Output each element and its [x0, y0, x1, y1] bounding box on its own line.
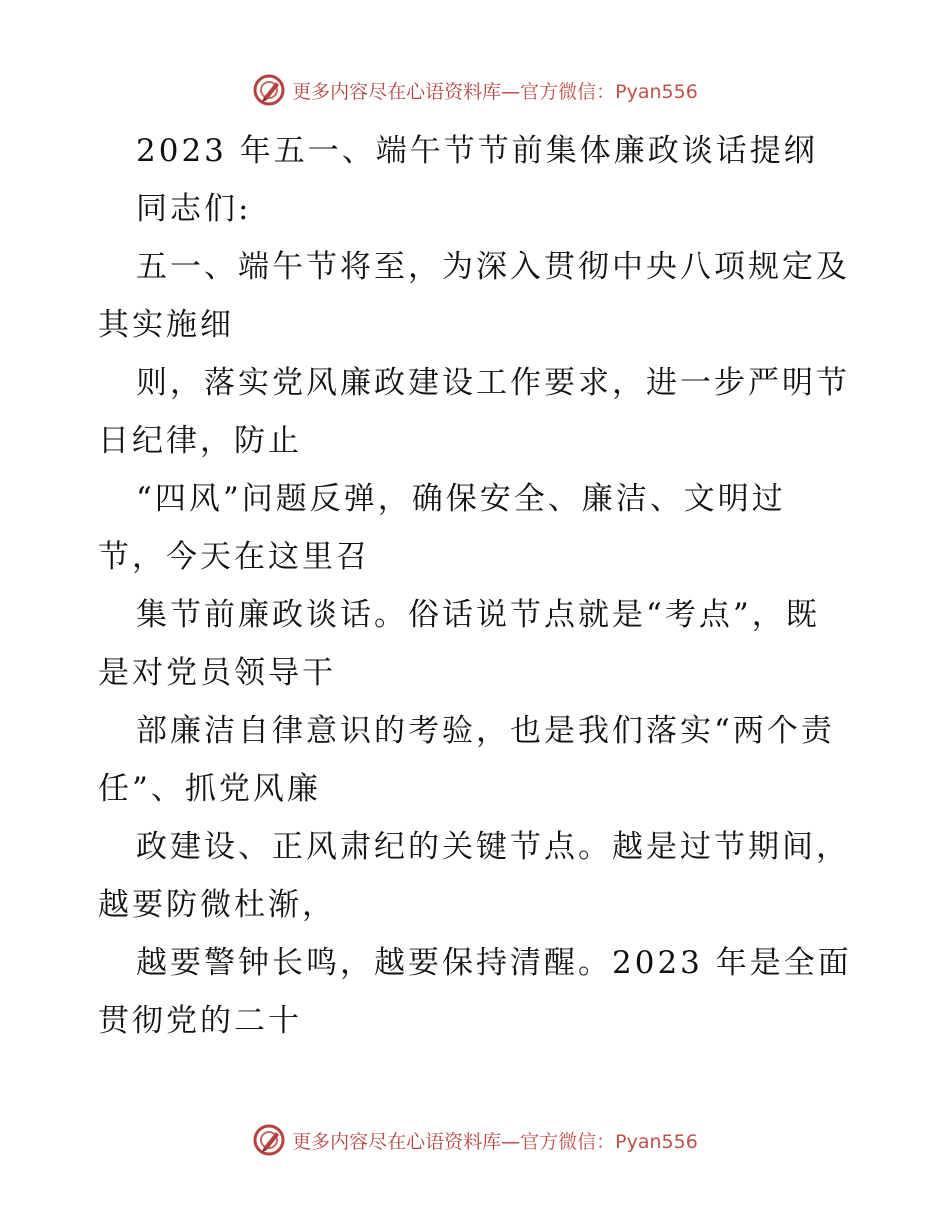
pen-logo-icon [252, 1123, 286, 1157]
watermark-text: 更多内容尽在心语资料库—官方微信：Pyan556 [292, 80, 698, 103]
document-body [98, 122, 858, 1050]
footer-watermark [0, 1120, 950, 1160]
document-title: 2023 年五一、端午节节前集体廉政谈话提纲 [136, 133, 818, 169]
paragraph-line: 五一、端午节将至，为深入贯彻中央八项规定及 [136, 249, 850, 285]
paragraph-line: 越要防微杜渐， [98, 887, 336, 923]
paragraph-line: 越要警钟长鸣，越要保持清醒。2023 年是全面 [136, 945, 852, 981]
paragraph-line: 其实施细 [98, 307, 234, 343]
paragraph-line: 政建设、正风肃纪的关键节点。越是过节期间， [136, 829, 850, 865]
paragraph-line: 是对党员领导干 [98, 655, 336, 691]
paragraph-line: 部廉洁自律意识的考验，也是我们落实“两个责 [136, 713, 835, 749]
header-watermark [0, 70, 950, 110]
pen-logo-icon [252, 73, 286, 107]
paragraph-line: 任”、抓党风廉 [98, 771, 321, 807]
paragraph-line: 日纪律，防止 [98, 423, 302, 459]
salutation: 同志们: [136, 191, 252, 227]
paragraph-line: “四风”问题反弹，确保安全、廉洁、文明过 [136, 481, 786, 517]
paragraph-line: 集节前廉政谈话。俗话说节点就是“考点”，既 [136, 597, 820, 633]
paragraph-line: 节，今天在这里召 [98, 539, 370, 575]
watermark-text: 更多内容尽在心语资料库—官方微信：Pyan556 [292, 1130, 698, 1153]
paragraph-line: 则，落实党风廉政建设工作要求，进一步严明节 [136, 365, 850, 401]
paragraph-line: 贯彻党的二十 [98, 1003, 302, 1039]
